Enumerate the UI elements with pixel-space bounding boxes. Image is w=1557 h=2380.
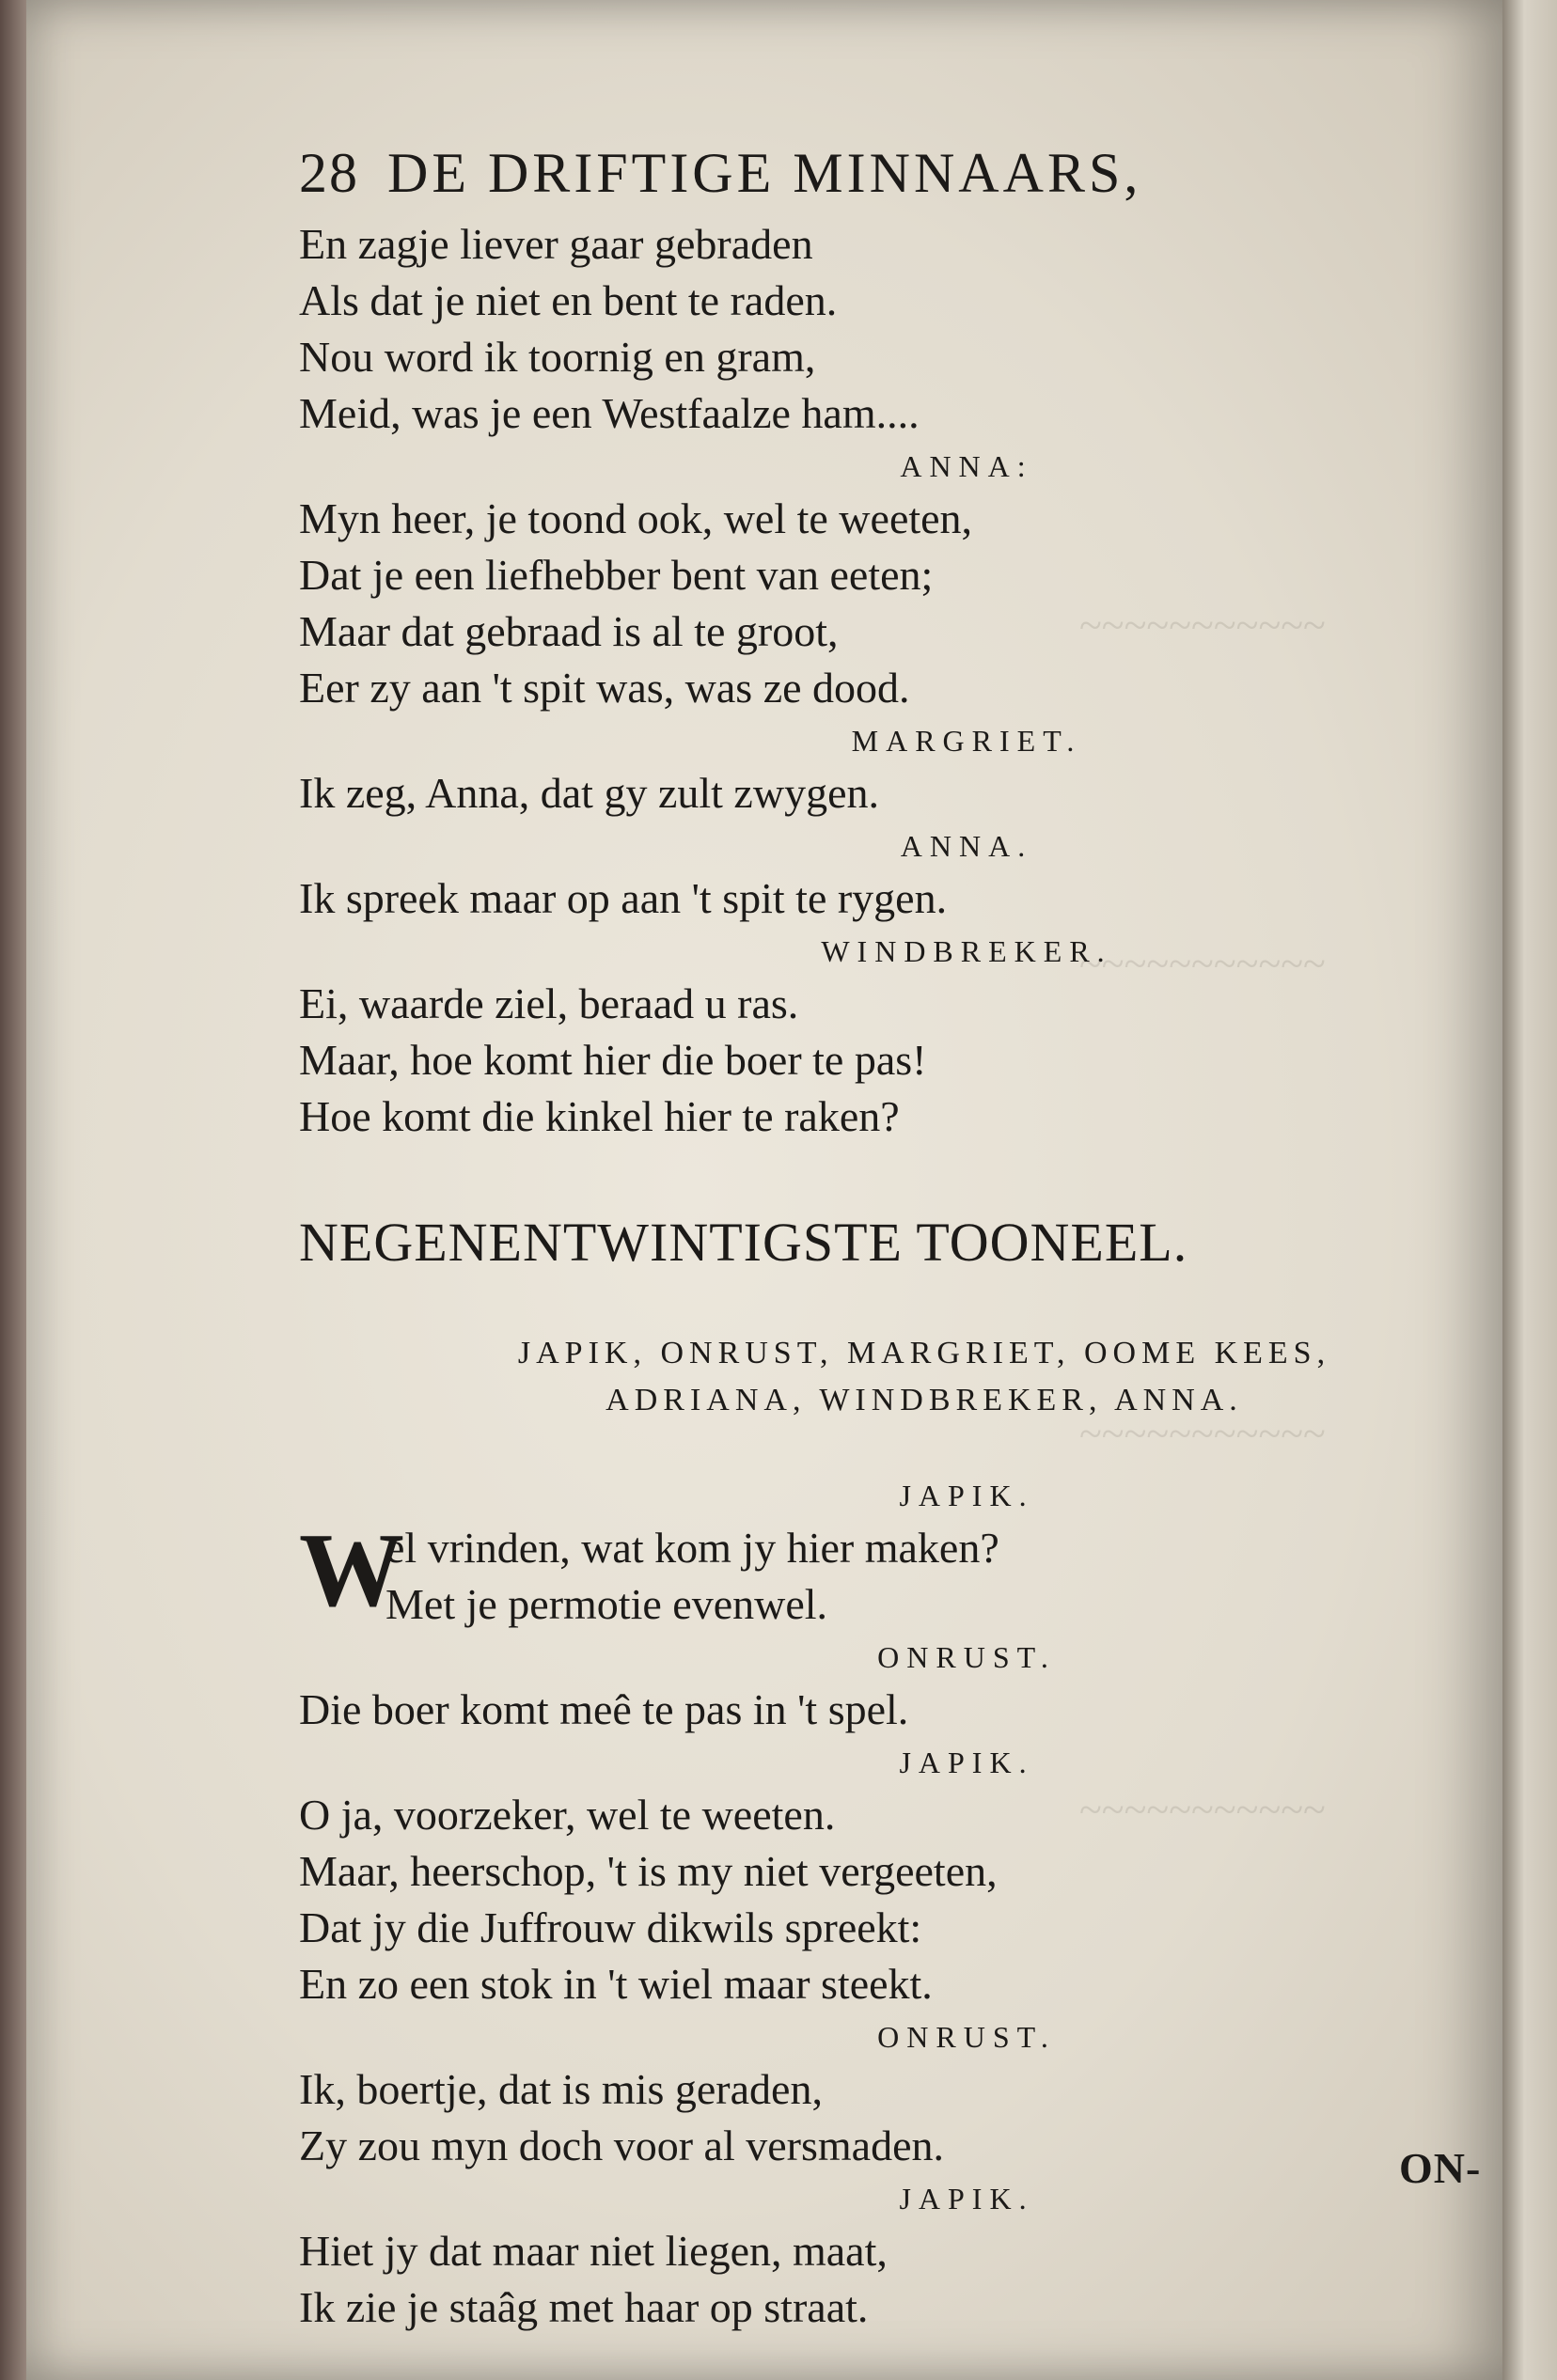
running-head xyxy=(299,141,1493,216)
verse-line: O ja, voorzeker, wel te weeten. xyxy=(299,1791,836,1839)
page-text xyxy=(299,141,1493,2336)
verse-line: Hiet jy dat maar niet liegen, maat, xyxy=(299,2227,888,2275)
facing-page-edge xyxy=(1502,0,1557,2380)
verse-line: Myn heer, je toond ook, wel te weeten, xyxy=(299,494,973,542)
book-spine-edge xyxy=(0,0,28,2380)
verse-line: Ik zeg, Anna, dat gy zult zwygen. xyxy=(299,769,879,817)
dialogue-block-b xyxy=(299,1471,1493,2336)
verse-line: Ik spreek maar op aan 't spit te rygen. xyxy=(299,874,948,922)
page-number: 28 xyxy=(299,142,359,204)
book-page xyxy=(26,0,1502,2380)
verse-line: Meid, was je een Westfaalze ham.... xyxy=(299,389,920,437)
cast-list xyxy=(299,1330,1493,1424)
verse-line xyxy=(299,1576,1493,1633)
verse-line: En zagje liever gaar gebraden xyxy=(299,220,813,268)
verse-line: Hoe komt die kinkel hier te raken? xyxy=(299,1092,900,1140)
verse-line: Zy zou myn doch voor al versmaden. xyxy=(299,2122,944,2169)
opening-verse xyxy=(299,216,1493,442)
bleed-through-texture: ~~~~~~~~~~~ xyxy=(1079,1787,1326,1833)
verse-line: Eer zy aan 't spit was, was ze dood. xyxy=(299,664,910,712)
bleed-through-texture: ~~~~~~~~~~~ xyxy=(1079,941,1326,987)
verse-line: Dat je een liefhebber bent van eeten; xyxy=(299,551,934,599)
verse-line: Nou word ik toornig en gram, xyxy=(299,333,816,381)
verse-line: Ei, waarde ziel, beraad u ras. xyxy=(299,979,799,1027)
bleed-through-texture: ~~~~~~~~~~~ xyxy=(1079,1411,1326,1457)
speaker-name: JAPIK. xyxy=(899,1746,1034,1779)
verse-line-text: Met je permotie evenwel. xyxy=(385,1580,828,1628)
speaker-name: WINDBREKER. xyxy=(821,934,1112,968)
speaker-name: ONRUST. xyxy=(877,1640,1056,1674)
dialogue-block-a xyxy=(299,442,1493,1145)
speaker-name: JAPIK. xyxy=(899,2182,1034,2216)
verse-line-text: el vrinden, wat kom jy hier maken? xyxy=(385,1524,999,1572)
catchword: ON- xyxy=(1399,2144,1482,2192)
speaker-name: ANNA: xyxy=(900,449,1033,483)
speaker-name: ONRUST. xyxy=(877,2020,1056,2054)
verse-line: Maar, heerschop, 't is my niet vergeeten, xyxy=(299,1847,998,1895)
drop-cap: W xyxy=(299,1512,404,1629)
spacer xyxy=(299,1424,1493,1471)
bleed-through-texture: ~~~~~~~~~~~ xyxy=(1079,603,1326,649)
verse-line: Maar dat gebraad is al te groot, xyxy=(299,607,839,655)
verse-line: Ik, boertje, dat is mis geraden, xyxy=(299,2065,823,2113)
verse-line: En zo een stok in 't wiel maar steekt. xyxy=(299,1960,933,2008)
speaker-name: JAPIK. xyxy=(899,1479,1034,1512)
running-title: DE DRIFTIGE MINNAARS, xyxy=(387,142,1142,204)
verse-line: Maar, hoe komt hier die boer te pas! xyxy=(299,1036,927,1084)
cast-line: JAPIK, ONRUST, MARGRIET, OOME KEES, xyxy=(517,1336,1331,1370)
verse-line: Als dat je niet en bent te raden. xyxy=(299,276,838,324)
scene-title: NEGENENTWINTIGSTE TOONEEL. xyxy=(299,1212,1188,1273)
verse-line: Dat jy die Juffrouw dikwils spreekt: xyxy=(299,1903,922,1951)
speaker-name: MARGRIET. xyxy=(851,724,1082,758)
verse-line: Die boer komt meê te pas in 't spel. xyxy=(299,1685,909,1733)
speaker-name: ANNA. xyxy=(900,829,1033,863)
verse-line: Ik zie je staâg met haar op straat. xyxy=(299,2283,869,2331)
cast-line: ADRIANA, WINDBREKER, ANNA. xyxy=(606,1383,1243,1417)
